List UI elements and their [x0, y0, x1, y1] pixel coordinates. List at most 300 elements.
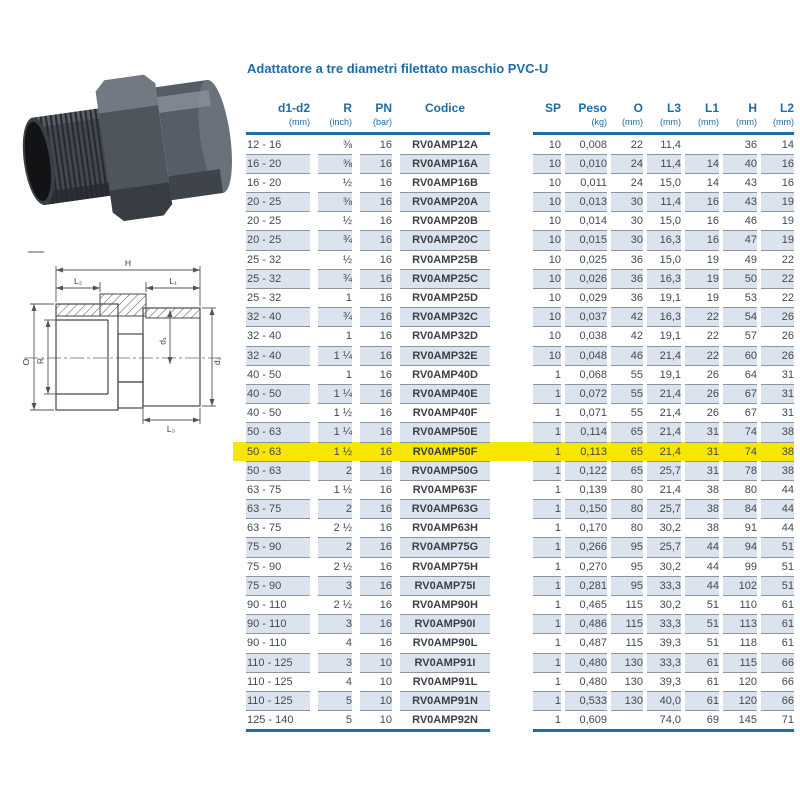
cell-codice: RV0AMP40D — [400, 365, 490, 384]
cell-codice: RV0AMP16B — [400, 173, 490, 192]
cell-h: 78 — [723, 461, 757, 480]
cell-l1: 38 — [685, 518, 719, 537]
cell-pn: 10 — [360, 691, 392, 710]
column-unit: (kg) — [591, 117, 607, 127]
cell-l2: 31 — [761, 365, 794, 384]
cell-sp: 10 — [533, 173, 561, 192]
cell-pn: 10 — [360, 710, 392, 729]
cell-l3: 21,4 — [647, 384, 681, 403]
table-row — [246, 326, 794, 345]
cell-l3: 16,3 — [647, 307, 681, 326]
cell-d1d2: 63 - 75 — [246, 499, 310, 518]
cell-sp: 1 — [533, 710, 561, 729]
cell-d1d2: 75 - 90 — [246, 576, 310, 595]
cell-l2: 31 — [761, 403, 794, 422]
cell-sp: 1 — [533, 499, 561, 518]
column-unit: (mm) — [289, 117, 310, 127]
cell-r: ¾ — [318, 230, 352, 249]
cell-sp: 1 — [533, 557, 561, 576]
cell-o: 36 — [611, 269, 643, 288]
cell-peso: 0,114 — [565, 422, 607, 441]
cell-h: 110 — [723, 595, 757, 614]
cell-l2: 44 — [761, 499, 794, 518]
cell-l2: 26 — [761, 326, 794, 345]
cell-o: 80 — [611, 499, 643, 518]
cell-o: 115 — [611, 633, 643, 652]
table-row — [246, 653, 794, 672]
cell-l1: 16 — [685, 192, 719, 211]
cell-l3: 40,0 — [647, 691, 681, 710]
cell-sp: 1 — [533, 633, 561, 652]
cell-pn: 10 — [360, 672, 392, 691]
cell-peso: 0,010 — [565, 154, 607, 173]
cell-sp: 1 — [533, 537, 561, 556]
cell-codice: RV0AMP16A — [400, 154, 490, 173]
cell-sp: 10 — [533, 230, 561, 249]
column-header-o — [611, 101, 643, 129]
table-row — [246, 633, 794, 652]
cell-r: 1 — [318, 326, 352, 345]
cell-l2: 44 — [761, 518, 794, 537]
cell-pn: 16 — [360, 518, 392, 537]
cell-l1: 61 — [685, 653, 719, 672]
column-header-r — [318, 101, 352, 129]
cell-codice: RV0AMP50E — [400, 422, 490, 441]
cell-l1: 22 — [685, 346, 719, 365]
product-photo — [8, 4, 236, 240]
cell-l1: 51 — [685, 595, 719, 614]
cell-r: 4 — [318, 672, 352, 691]
cell-codice: RV0AMP75I — [400, 576, 490, 595]
column-header-l1 — [685, 101, 719, 129]
cell-peso: 0,008 — [579, 138, 607, 151]
cell-l2: 61 — [761, 614, 794, 633]
cell-l3: 39,3 — [647, 672, 681, 691]
cell-peso: 0,150 — [565, 499, 607, 518]
cell-r: 1 ½ — [318, 442, 352, 461]
cell-pn: 16 — [360, 537, 392, 556]
column-header-sp — [533, 101, 561, 129]
cell-d1d2: 20 - 25 — [246, 211, 310, 230]
cell-codice: RV0AMP90H — [400, 595, 490, 614]
cell-r: ¾ — [318, 269, 352, 288]
cell-r: ⅜ — [318, 192, 352, 211]
cell-o: 130 — [611, 691, 643, 710]
cell-d1d2: 110 - 125 — [246, 653, 310, 672]
cell-pn: 16 — [360, 250, 392, 269]
cell-peso: 0,038 — [565, 326, 607, 345]
cell-r: ⅜ — [342, 138, 352, 151]
cell-l1: 26 — [685, 365, 719, 384]
cell-codice: RV0AMP20C — [400, 230, 490, 249]
cell-codice: RV0AMP40F — [400, 403, 490, 422]
column-header-pn — [360, 101, 392, 129]
cell-peso: 0,068 — [565, 365, 607, 384]
cell-l3: 19,1 — [647, 288, 681, 307]
cell-d1d2: 110 - 125 — [246, 672, 310, 691]
table-row — [246, 480, 794, 499]
cell-o: 30 — [611, 230, 643, 249]
technical-diagram-svg — [8, 246, 236, 464]
cell-l2: 16 — [761, 154, 794, 173]
column-header-peso — [565, 101, 607, 129]
column-unit: (mm) — [736, 117, 757, 127]
product-photo-svg — [8, 4, 236, 240]
cell-d1d2: 63 - 75 — [246, 518, 310, 537]
cell-peso: 0,480 — [565, 653, 607, 672]
cell-o: 80 — [611, 518, 643, 537]
cell-o: 36 — [611, 288, 643, 307]
column-label: L3 — [666, 101, 681, 115]
cell-codice: RV0AMP50G — [400, 461, 490, 480]
cell-sp: 1 — [533, 691, 561, 710]
cell-sp: 1 — [533, 653, 561, 672]
diagram-hatch — [56, 294, 200, 318]
cell-d1d2: 16 - 20 — [246, 173, 310, 192]
cell-l3: 25,7 — [647, 461, 681, 480]
table-row — [246, 614, 794, 633]
cell-peso: 0,270 — [565, 557, 607, 576]
cell-d1d2: 20 - 25 — [246, 230, 310, 249]
cell-l3: 21,4 — [647, 480, 681, 499]
cell-sp: 1 — [533, 576, 561, 595]
column-unit: (mm) — [622, 117, 643, 127]
cell-pn: 16 — [379, 138, 392, 151]
cell-l3: 19,1 — [647, 326, 681, 345]
cell-r: ½ — [318, 211, 352, 230]
cell-d1d2: 32 - 40 — [246, 326, 310, 345]
cell-h: 84 — [723, 499, 757, 518]
cell-o: 65 — [611, 422, 643, 441]
table-row — [246, 595, 794, 614]
cell-h: 74 — [723, 442, 757, 461]
cell-pn: 16 — [360, 346, 392, 365]
cell-peso: 0,533 — [565, 691, 607, 710]
table-row — [246, 422, 794, 441]
cell-l1: 14 — [685, 154, 719, 173]
cell-r: ¾ — [318, 307, 352, 326]
cell-peso: 0,170 — [565, 518, 607, 537]
table-row — [246, 211, 794, 230]
table-row — [246, 288, 794, 307]
cell-r: 3 — [318, 614, 352, 633]
cell-h: 50 — [723, 269, 757, 288]
cell-l3: 15,0 — [647, 173, 681, 192]
cell-r: 1 ¼ — [318, 422, 352, 441]
cell-pn: 16 — [360, 614, 392, 633]
cell-l3: 11,4 — [660, 138, 681, 151]
cell-h: 99 — [723, 557, 757, 576]
cell-l3: 16,3 — [647, 230, 681, 249]
table-row — [246, 710, 794, 729]
cell-o: 130 — [611, 653, 643, 672]
cell-d1d2: 12 - 16 — [247, 138, 282, 151]
cell-r: 2 ½ — [318, 595, 352, 614]
cell-l2: 22 — [761, 250, 794, 269]
cell-l3: 11,4 — [647, 192, 681, 211]
cell-l3: 21,4 — [647, 403, 681, 422]
cell-sp: 1 — [533, 442, 561, 461]
cell-r: 1 — [318, 288, 352, 307]
cell-r: 5 — [318, 710, 352, 729]
cell-l2: 66 — [761, 653, 794, 672]
column-label: H — [748, 101, 757, 115]
cell-codice: RV0AMP20B — [400, 211, 490, 230]
cell-l1: 26 — [685, 403, 719, 422]
cell-o: 42 — [611, 307, 643, 326]
cell-l2: 38 — [761, 442, 794, 461]
cell-l2: 44 — [761, 480, 794, 499]
cell-codice: RV0AMP91L — [400, 672, 490, 691]
cell-l3: 33,3 — [647, 576, 681, 595]
cell-pn: 16 — [360, 154, 392, 173]
cell-l3: 39,3 — [647, 633, 681, 652]
cell-codice: RV0AMP63G — [400, 499, 490, 518]
cell-codice: RV0AMP40E — [400, 384, 490, 403]
cell-r: 1 ¼ — [318, 384, 352, 403]
cell-sp: 1 — [533, 595, 561, 614]
table-row — [246, 499, 794, 518]
cell-sp: 10 — [533, 288, 561, 307]
cell-peso: 0,122 — [565, 461, 607, 480]
cell-pn: 16 — [360, 211, 392, 230]
cell-l3: 21,4 — [647, 346, 681, 365]
column-unit: (inch) — [329, 117, 352, 127]
spec-table-header — [246, 101, 794, 132]
cell-l1: 26 — [685, 384, 719, 403]
column-unit: (mm) — [660, 117, 681, 127]
footer-rule — [246, 729, 794, 732]
cell-o: 36 — [611, 250, 643, 269]
column-label: L2 — [779, 101, 794, 115]
cell-pn: 16 — [360, 422, 392, 441]
cell-r: ½ — [318, 173, 352, 192]
cell-h: 102 — [723, 576, 757, 595]
cell-o: 80 — [611, 480, 643, 499]
cell-sp: 10 — [533, 154, 561, 173]
cell-sp: 10 — [533, 326, 561, 345]
spec-table — [246, 101, 794, 732]
cell-l1: 38 — [685, 480, 719, 499]
cell-l1: 19 — [685, 269, 719, 288]
table-row — [246, 154, 794, 173]
cell-codice: RV0AMP90I — [400, 614, 490, 633]
cell-l1: 31 — [685, 442, 719, 461]
dim-label-l3: L₃ — [166, 424, 176, 434]
column-header-h — [723, 101, 757, 129]
table-row — [246, 403, 794, 422]
cell-d1d2: 75 - 90 — [246, 557, 310, 576]
dim-label-d1: d₁ — [157, 337, 168, 345]
column-header-l3 — [647, 101, 681, 129]
cell-pn: 16 — [360, 442, 392, 461]
table-row — [246, 384, 794, 403]
cell-l1: 16 — [685, 230, 719, 249]
cell-d1d2: 40 - 50 — [246, 384, 310, 403]
cell-r: 1 — [318, 365, 352, 384]
cell-l2: 22 — [761, 288, 794, 307]
cell-l3: 21,4 — [647, 442, 681, 461]
cell-peso: 0,048 — [565, 346, 607, 365]
cell-pn: 16 — [360, 288, 392, 307]
cell-h: 43 — [723, 192, 757, 211]
cell-l3: 30,2 — [647, 557, 681, 576]
cell-h: 91 — [723, 518, 757, 537]
cell-codice: RV0AMP90L — [400, 633, 490, 652]
cell-o: 46 — [611, 346, 643, 365]
cell-l2: 38 — [761, 461, 794, 480]
cell-codice: RV0AMP75H — [400, 557, 490, 576]
cell-peso: 0,013 — [565, 192, 607, 211]
dim-label-r: R — [35, 357, 46, 365]
cell-peso: 0,071 — [565, 403, 607, 422]
cell-l1 — [685, 135, 719, 154]
cell-d1d2: 25 - 32 — [246, 269, 310, 288]
cell-d1d2: 40 - 50 — [246, 403, 310, 422]
dim-label-l1: L₁ — [169, 276, 177, 286]
cell-codice: RV0AMP50F — [400, 442, 490, 461]
cell-r: 1 ½ — [318, 403, 352, 422]
cell-l2: 61 — [761, 595, 794, 614]
cell-l1: 44 — [685, 576, 719, 595]
cell-codice: RV0AMP92N — [400, 710, 490, 729]
cell-d1d2: 25 - 32 — [246, 250, 310, 269]
table-row — [246, 192, 794, 211]
cell-l1: 16 — [685, 211, 719, 230]
cell-pn: 16 — [360, 173, 392, 192]
cell-d1d2: 90 - 110 — [246, 633, 310, 652]
cell-l2: 51 — [761, 537, 794, 556]
cell-o: 115 — [611, 614, 643, 633]
cell-pn: 16 — [360, 230, 392, 249]
cell-codice: RV0AMP20A — [400, 192, 490, 211]
cell-l2: 71 — [761, 710, 794, 729]
cell-h: 47 — [723, 230, 757, 249]
cell-l3: 11,4 — [647, 154, 681, 173]
column-unit — [400, 116, 490, 129]
cell-codice: RV0AMP91I — [400, 653, 490, 672]
cell-codice: RV0AMP75G — [400, 537, 490, 556]
cell-l1: 14 — [685, 173, 719, 192]
cell-l2: 16 — [761, 173, 794, 192]
cell-h: 120 — [723, 691, 757, 710]
column-unit: (bar) — [372, 117, 392, 127]
cell-h: 53 — [723, 288, 757, 307]
cell-sp: 1 — [533, 672, 561, 691]
table-row — [246, 672, 794, 691]
column-label: d1-d2 — [277, 101, 310, 115]
cell-o: 22 — [630, 138, 643, 151]
cell-l3: 21,4 — [647, 422, 681, 441]
cell-d1d2: 75 - 90 — [246, 537, 310, 556]
cell-h: 67 — [723, 403, 757, 422]
cell-o: 42 — [611, 326, 643, 345]
cell-sp: 1 — [533, 422, 561, 441]
cell-l2: 19 — [761, 211, 794, 230]
cell-l3: 15,0 — [647, 211, 681, 230]
cell-codice: RV0AMP25D — [400, 288, 490, 307]
cell-l2: 19 — [761, 230, 794, 249]
cell-peso: 0,072 — [565, 384, 607, 403]
dim-label-l2: L₂ — [73, 276, 83, 286]
cell-codice: RV0AMP63H — [400, 518, 490, 537]
cell-h: 80 — [723, 480, 757, 499]
cell-o: 95 — [611, 557, 643, 576]
cell-r: 2 ½ — [318, 557, 352, 576]
cell-l3: 30,2 — [647, 518, 681, 537]
cell-o: 55 — [611, 403, 643, 422]
cell-l3: 30,2 — [647, 595, 681, 614]
cell-o: 95 — [611, 576, 643, 595]
cell-o: 30 — [611, 192, 643, 211]
table-row — [246, 537, 794, 556]
table-row — [246, 691, 794, 710]
cell-pn: 16 — [360, 269, 392, 288]
cell-l2: 26 — [761, 307, 794, 326]
cell-peso: 0,609 — [565, 710, 607, 729]
table-row — [246, 269, 794, 288]
cell-r: 2 ½ — [318, 518, 352, 537]
cell-l2: 51 — [761, 557, 794, 576]
cell-l1: 44 — [685, 557, 719, 576]
cell-l3: 25,7 — [647, 499, 681, 518]
cell-o — [611, 710, 643, 729]
table-row — [246, 557, 794, 576]
cell-r: 4 — [318, 633, 352, 652]
cell-h: 60 — [723, 346, 757, 365]
table-row — [246, 518, 794, 537]
table-row — [246, 135, 794, 154]
table-row — [246, 576, 794, 595]
cell-l1: 51 — [685, 633, 719, 652]
cell-pn: 16 — [360, 461, 392, 480]
cell-l1: 51 — [685, 614, 719, 633]
cell-sp: 10 — [533, 307, 561, 326]
cell-h: 113 — [723, 614, 757, 633]
cell-l1: 31 — [685, 422, 719, 441]
cell-peso: 0,266 — [565, 537, 607, 556]
table-row — [246, 250, 794, 269]
cell-h: 64 — [723, 365, 757, 384]
table-row — [246, 307, 794, 326]
cell-l2: 14 — [781, 138, 794, 151]
cell-peso: 0,487 — [565, 633, 607, 652]
dim-label-h: H — [124, 258, 132, 268]
cell-sp: 1 — [533, 384, 561, 403]
cell-sp: 1 — [533, 518, 561, 537]
column-label: L1 — [704, 101, 719, 115]
cell-pn: 16 — [360, 480, 392, 499]
cell-o: 115 — [611, 595, 643, 614]
spec-table-body — [246, 135, 794, 730]
cell-o: 55 — [611, 384, 643, 403]
cell-h: 120 — [723, 672, 757, 691]
technical-diagram — [8, 246, 236, 464]
cell-codice: RV0AMP32D — [400, 326, 490, 345]
cell-o: 65 — [611, 442, 643, 461]
cell-l2: 38 — [761, 422, 794, 441]
column-header-codice — [400, 101, 490, 129]
cell-l1: 44 — [685, 537, 719, 556]
cell-r: 3 — [318, 653, 352, 672]
cell-pn: 16 — [360, 384, 392, 403]
cell-d1d2: 25 - 32 — [246, 288, 310, 307]
cell-h: 54 — [723, 307, 757, 326]
cell-l1: 61 — [685, 691, 719, 710]
cell-r: 5 — [318, 691, 352, 710]
cell-o: 30 — [611, 211, 643, 230]
cell-h: 36 — [744, 138, 757, 151]
